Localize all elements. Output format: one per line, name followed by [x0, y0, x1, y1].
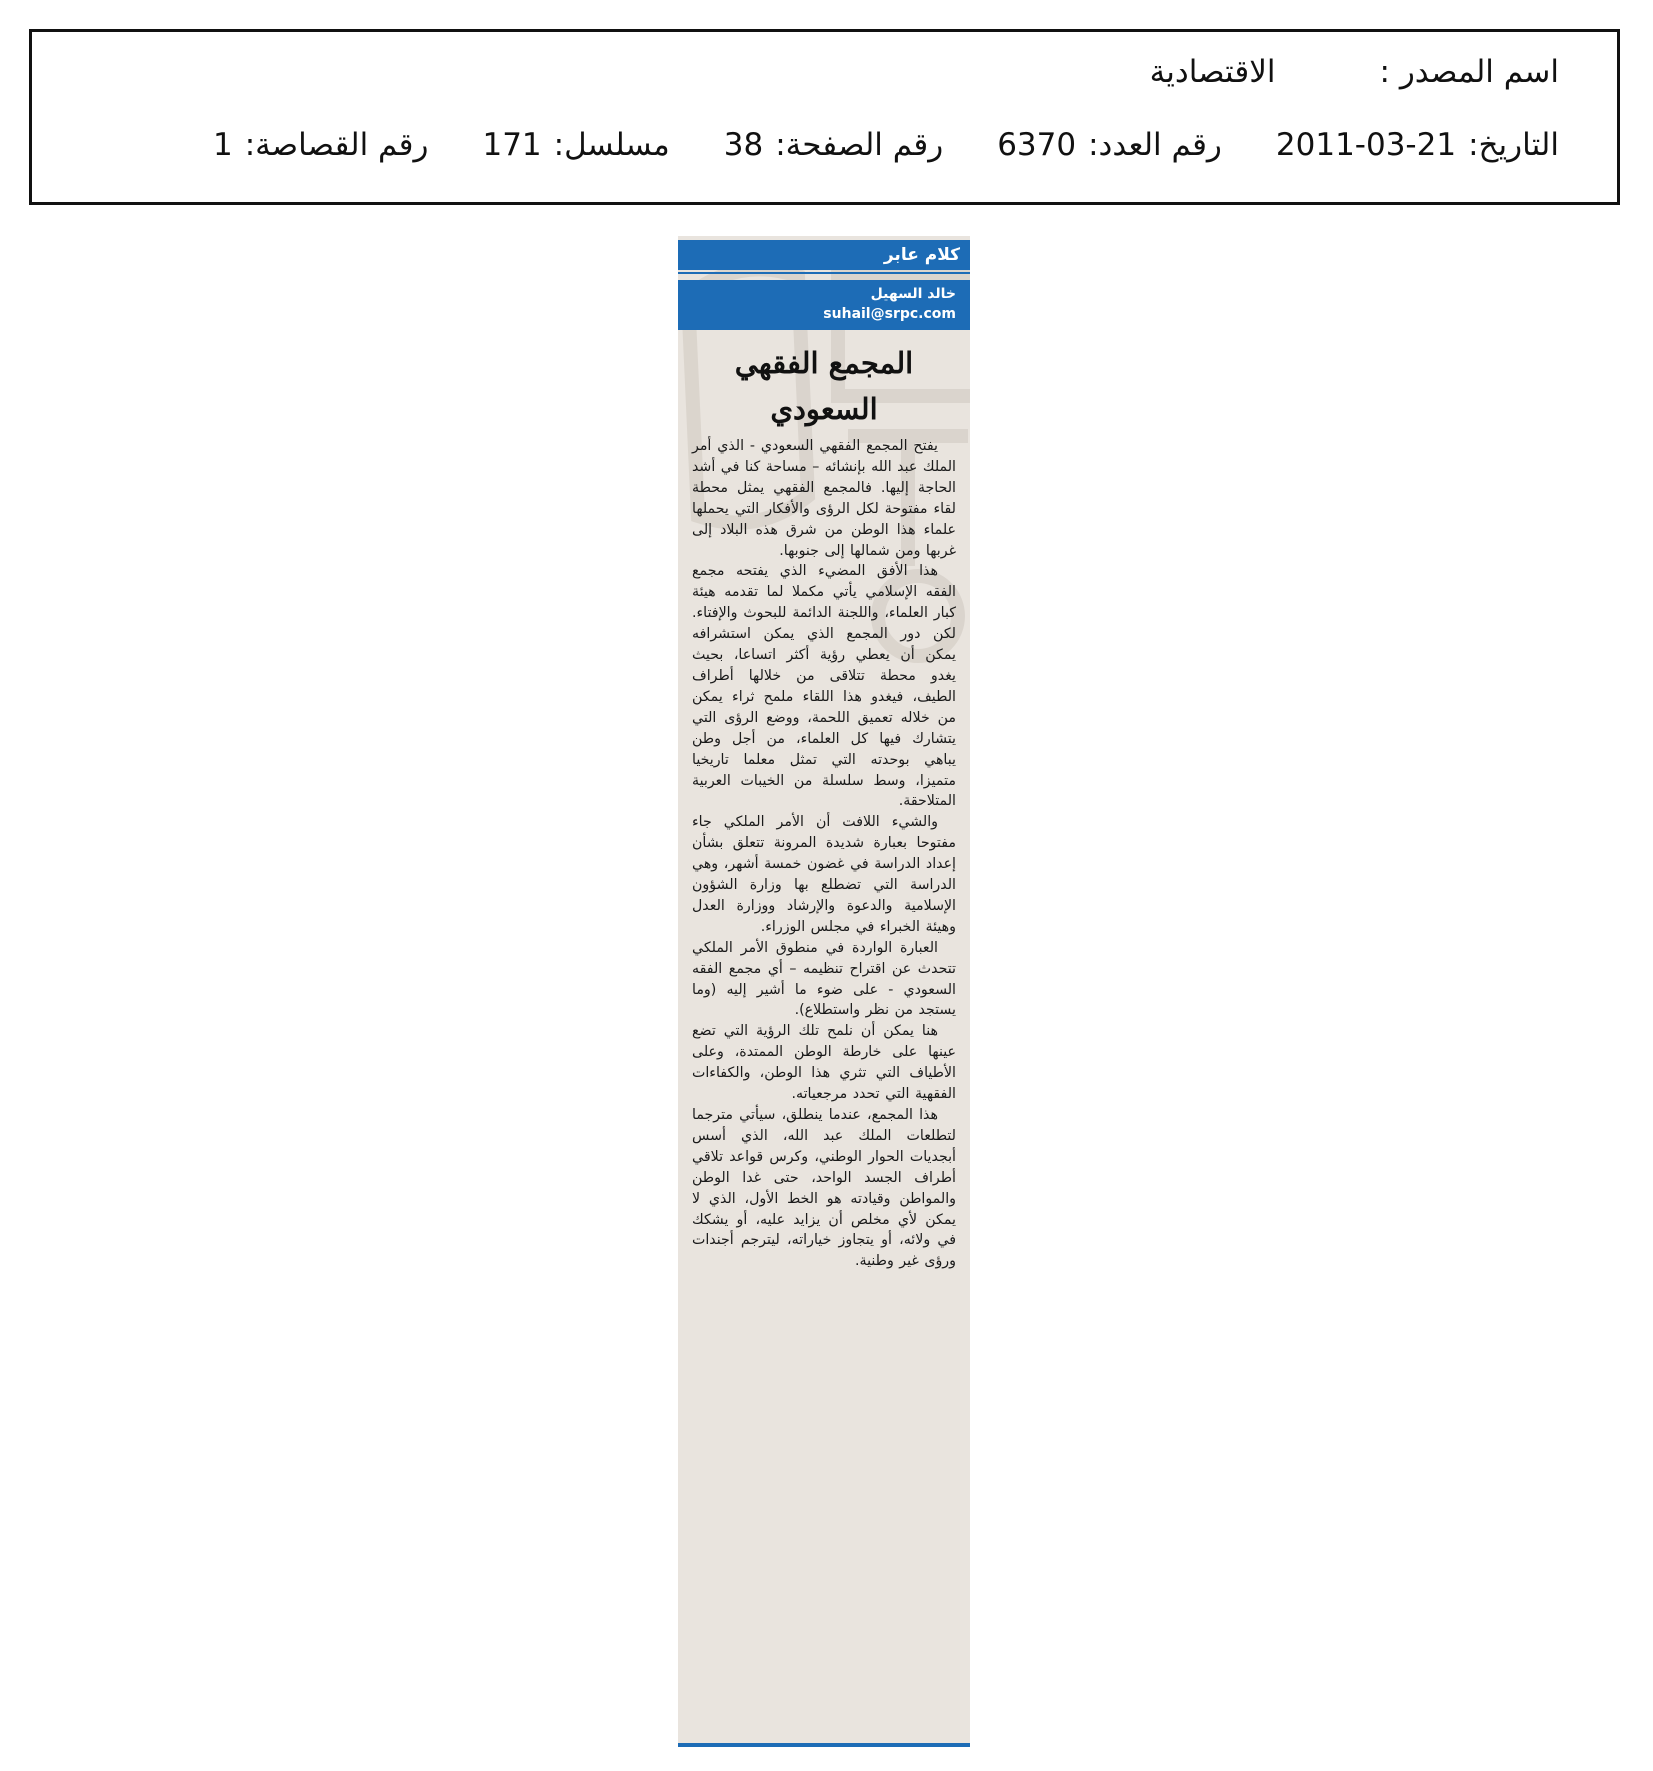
column-section-bar: كلام عابر [678, 240, 970, 270]
page-value: 38 [723, 127, 764, 163]
source-row [1150, 54, 1559, 90]
author-email: suhail@srpc.com [823, 306, 956, 322]
serial-value: 171 [482, 127, 542, 163]
issue-value: 6370 [997, 127, 1077, 163]
issue-field [997, 127, 1222, 163]
author-bar [678, 280, 970, 330]
article-paragraph-2: هذا الأفق المضيء الذي يفتحه مجمع الفقه الإسلامي يأتي مكملا لما تقدمه هيئة كبار العلماء، واللجنة الدائمة للبحوث والإفتاء. لكن دور المجمع الذي يمكن استشرافه يمكن أن يعطي رؤية أكثر اتساعا، بحيث يغدو محطة تتلاقى من خلالها أطراف الطيف، فيغدو هذا اللقاء ملمح ثراء يمكن من خلاله تعميق اللحمة، ووضع الرؤى التي يتشارك فيها كل العلماء، من أجل وطن يباهي بوحدته التي تمثل معلما تاريخيا متميزا، وسط سلسلة من الخيبات العربية المتلاحقة. [692, 563, 956, 810]
article-paragraph-6: هذا المجمع، عندما ينطلق، سيأتي مترجما لتطلعات الملك عبد الله، الذي أسس أبجديات الحوار الوطني، وكرس قواعد تلاقي أطراف الجسد الواحد، حتى غدا الوطن والمواطن وقيادته هو الخط الأول، الذي لا يمكن لأي مخلص أن يزايد عليه، أو يشكك في ولائه، أو يتجاوز خياراته، ليترجم أجندات ورؤى غير وطنية. [692, 1107, 956, 1270]
bottom-rule [678, 1743, 970, 1747]
article-paragraph-1: يفتح المجمع الفقهي السعودي - الذي أمر الملك عبد الله بإنشائه – مساحة كنا في أشد الحاجة إليها. فالمجمع الفقهي يمثل محطة لقاء مفتوحة لكل الرؤى والأفكار التي يحملها علماء هذا الوطن من شرق هذه البلاد إلى غربها ومن شمالها إلى جنوبها. [691, 438, 956, 559]
source-value: الاقتصادية [1149, 54, 1276, 90]
details-row [213, 127, 1559, 163]
serial-field [482, 127, 669, 163]
clipping-metadata-box [29, 29, 1620, 205]
clip-number-value: 1 [213, 127, 233, 163]
date-label: التاريخ: [1468, 127, 1559, 163]
article-body [692, 436, 956, 1736]
serial-label: مسلسل: [553, 127, 670, 163]
clip-number-field [213, 127, 428, 163]
article-paragraph-4: العبارة الواردة في منطوق الأمر الملكي تتحدث عن اقتراح تنظيمه – أي مجمع الفقه السعودي - على ضوء ما أشير إليه (وما يستجد من نظر واستطلاع). [692, 939, 956, 1019]
date-value: 2011-03-21 [1275, 127, 1457, 163]
headline-line-1: المجمع الفقهي [734, 346, 914, 380]
page-label: رقم الصفحة: [775, 127, 944, 163]
newspaper-clipping [678, 236, 970, 1747]
clip-number-label: رقم القصاصة: [244, 127, 429, 163]
date-field [1276, 127, 1559, 163]
article-paragraph-3: والشيء اللافت أن الأمر الملكي جاء مفتوحا بعبارة شديدة المرونة تتعلق بشأن إعداد الدراسة في غضون خمسة أشهر، وهي الدراسة التي تضطلع بها وزارة الشؤون الإسلامية والدعوة والإرشاد ووزارة العدل وهيئة الخبراء في مجلس الوزراء. [692, 814, 956, 935]
page-field [724, 127, 943, 163]
article-paragraph-5: هنا يمكن أن نلمح تلك الرؤية التي تضع عينها على خارطة الوطن الممتدة، وعلى الأطياف التي تثري هذا الوطن، والكفاءات الفقهية التي تحدد مرجعياته. [692, 1023, 956, 1103]
author-name: خالد السهيل [870, 286, 956, 302]
issue-label: رقم العدد: [1088, 127, 1222, 163]
source-label: اسم المصدر : [1379, 54, 1559, 90]
headline-line-2: السعودي [770, 392, 878, 426]
article-headline [688, 340, 960, 432]
